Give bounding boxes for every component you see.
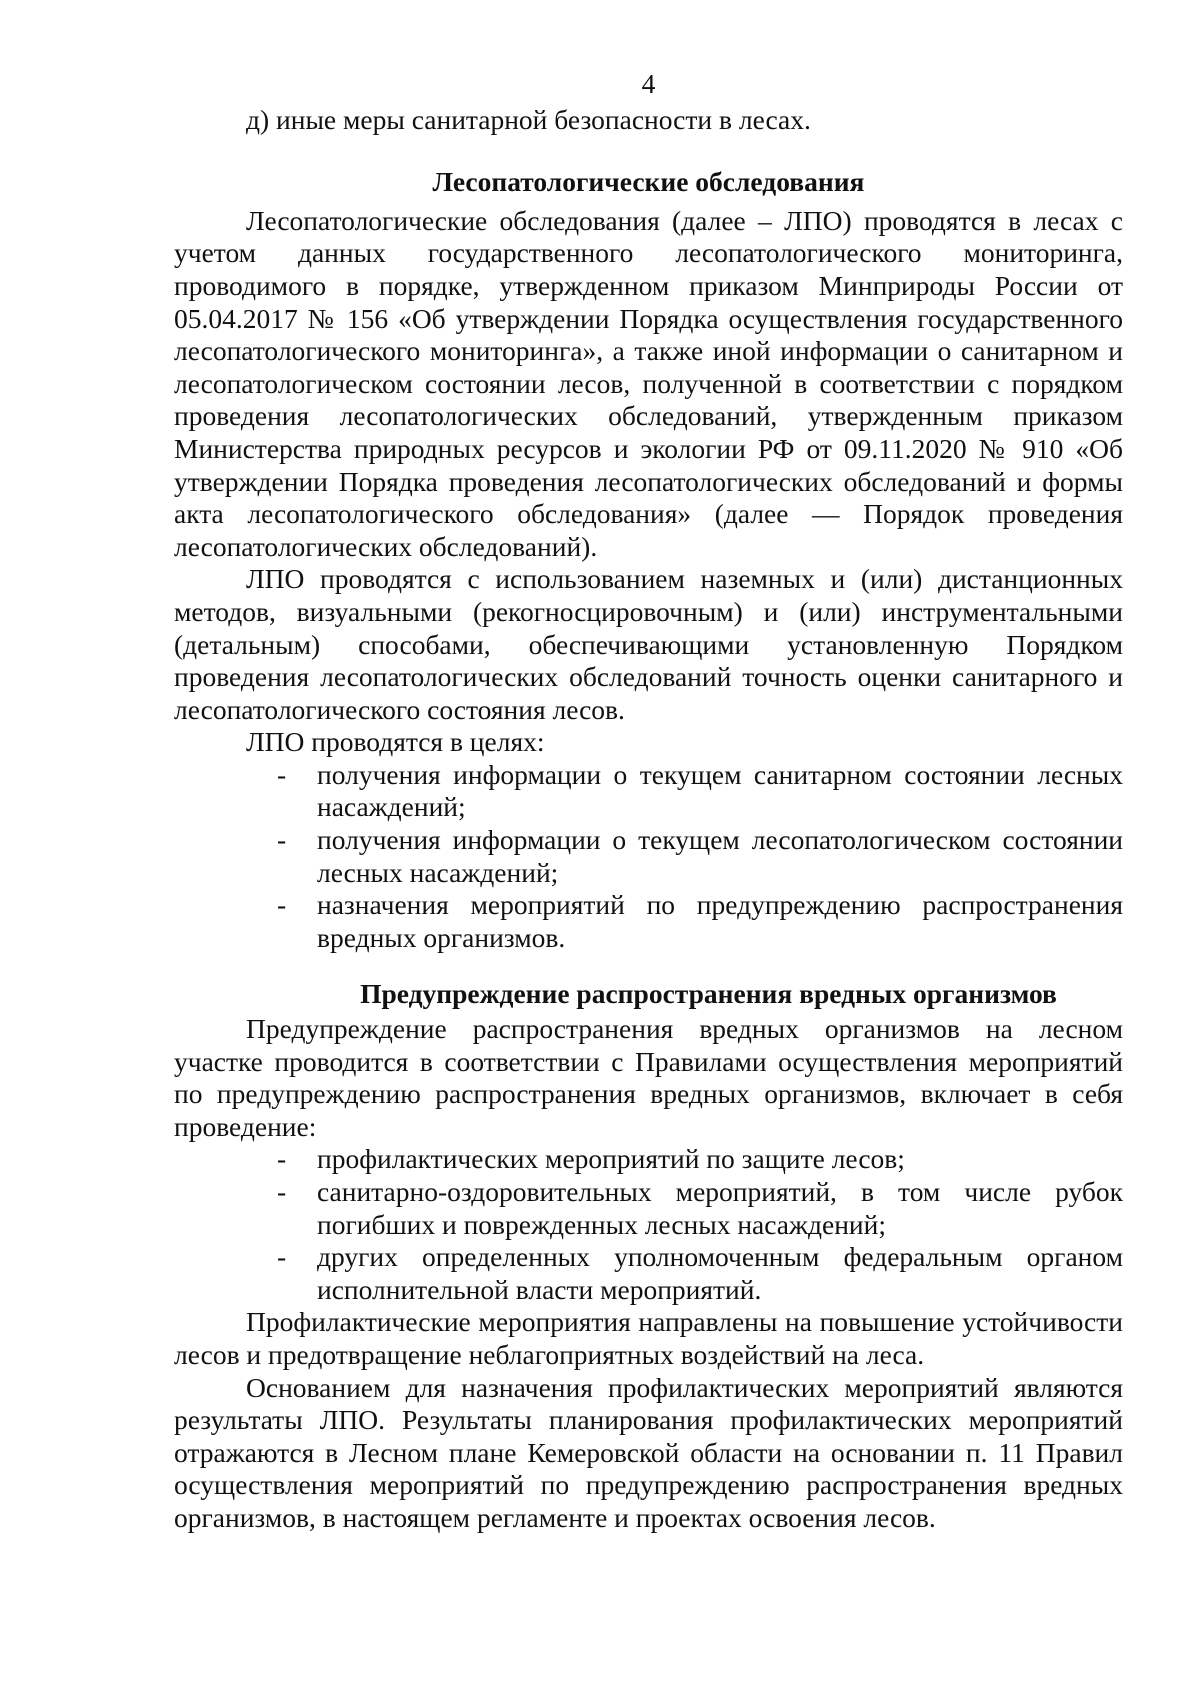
list-item [277,1143,1123,1176]
section-heading-forest-pathology: Лесопатологические обследования [432,166,865,198]
list-marker: - [277,1241,287,1273]
list-marker: - [277,1176,287,1207]
list-marker: - [277,889,287,921]
list-marker: - [277,824,287,856]
list-item-text: других определенных уполномоченным федеральным органом исполнительной власти мероприятий. [317,1241,1123,1305]
measures-list [174,1143,1123,1306]
paragraph: ЛПО проводятся с использованием наземных и (или) дистанционных методов, визуальными (рекогносцировочным) и (или) инструментальными (детальным) способами, обеспечивающими установленную Порядком проведения лесопатологических обследований точность оценки санитарного и лесопатологического состояния лесов. [174,563,1123,725]
goals-list [174,759,1123,955]
list-item-text: назначения мероприятий по предупреждению распространения вредных организмов. [317,889,1123,953]
list-item-text: получения информации о текущем лесопатологическом состоянии лесных насаждений; [317,824,1123,888]
list-item [277,1241,1123,1306]
intro-line: д) иные меры санитарной безопасности в лесах. [246,103,811,135]
list-item-text: получения информации о текущем санитарном состоянии лесных насаждений; [317,758,1123,823]
page-number: 4 [641,68,656,99]
list-item [277,889,1123,954]
paragraph: Предупреждение распространения вредных организмов на лесном участке проводится в соответствии с Правилами осуществления мероприятий по предупреждению распространения вредных организмов, включает в себя проведение: [174,1013,1123,1142]
document-page [174,68,1123,1535]
list-item-text: санитарно-оздоровительных мероприятий, в том числе рубок погибших и поврежденных лесных насаждений; [317,1176,1123,1240]
list-item [277,1176,1123,1241]
paragraph: Лесопатологические обследования (далее – ЛПО) проводятся в лесах с учетом данных государственного лесопатологического мониторинга, проводимого в порядке, утвержденном приказом Минприроды России от 05.04.2017 № 156 «Об утверждении Порядка осуществления государственного лесопатологического мониторинга», а также иной информации о санитарном и лесопатологическом состоянии лесов, полученной в соответствии с порядком проведения лесопатологических обследований, утвержденным приказом Министерства природных ресурсов и экологии РФ от 09.11.2020 № 910 «Об утверждении Порядка проведения лесопатологических обследований и формы акта лесопатологического обследования» (далее — Порядок проведения лесопатологических обследований). [174,204,1123,562]
list-item [277,758,1123,824]
list-item-text: профилактических мероприятий по защите лесов; [317,1143,905,1175]
paragraph: Основанием для назначения профилактических мероприятий являются результаты ЛПО. Результаты планирования профилактических мероприятий отражаются в Лесном плане Кемеровской области на основании п. 11 Правил осуществления мероприятий по предупреждению распространения вредных организмов, в настоящем регламенте и проектах освоения лесов. [174,1371,1123,1533]
list-marker: - [277,1143,287,1175]
list-item [277,824,1123,889]
list-marker: - [277,758,287,790]
paragraph: Профилактические мероприятия направлены на повышение устойчивости лесов и предотвращение неблагоприятных воздействий на леса. [174,1306,1123,1370]
section-heading-pest-prevention: Предупреждение распространения вредных организмов [360,978,1057,1010]
paragraph: ЛПО проводятся в целях: [246,726,545,758]
